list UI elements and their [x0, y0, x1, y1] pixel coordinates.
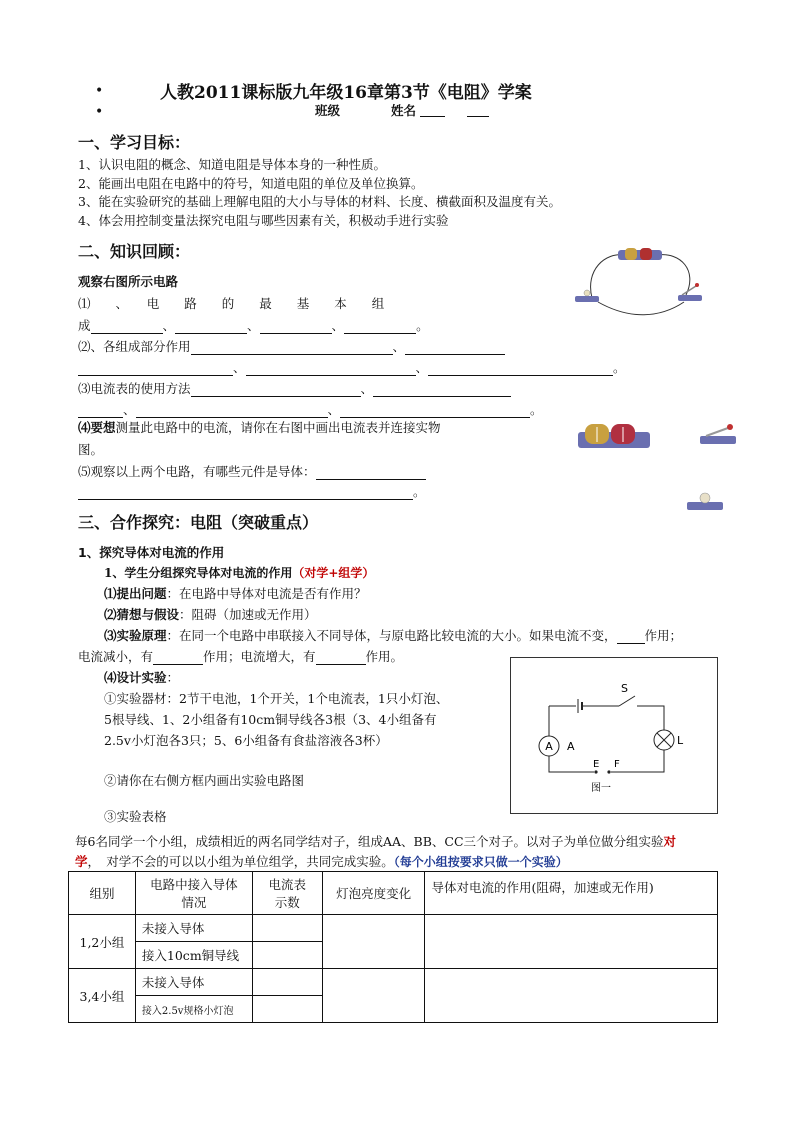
lamp-label: L [677, 734, 684, 747]
header-cell: 组别 [69, 872, 136, 915]
goal-item: 2、能画出电阻在电路中的符号，知道电阻的单位及单位换算。 [78, 176, 424, 191]
answer-blank[interactable] [373, 383, 511, 397]
equip-2: 5根导线、1、2小组备有10cm铜导线各3根（3、4小组备有 [104, 712, 437, 727]
circuit-diagram [511, 658, 717, 813]
observe-text: 观察右图所示电路 [78, 274, 179, 289]
experiment-table [68, 871, 718, 1023]
lamp-photo [685, 490, 727, 514]
answer-blank[interactable] [136, 404, 328, 418]
name-blank [420, 103, 445, 117]
group-paragraph: 每6名同学一个小组，成绩相近的两名同学结对子，组成AA、BB、CC三个对子。以对子为单位做分组实验对 [75, 834, 677, 849]
switch-symbol [619, 696, 635, 706]
group-cell: 1,2小组 [69, 915, 136, 969]
equip-1: ①实验器材：2节干电池，1个开关，1个电流表，1只小灯泡、 [104, 691, 449, 706]
q4-line: ⑷要想测量此电路中的电流，请你在右图中画出电流表并连接实物 [78, 420, 441, 435]
explore-heading: 三、合作探究：电阻（突破重点） [78, 513, 319, 532]
q5-label: ⑸观察以上两个电路，有哪些元件是导体： [78, 464, 316, 479]
step-3-line-2: 电流减小，有 作用；电流增大，有 作用。 [78, 649, 404, 664]
answer-blank[interactable] [428, 362, 613, 376]
circuit-photo [570, 240, 710, 320]
q4-label: ⑷要想 [78, 420, 116, 435]
header-cell: 电路中接入导体情况 [135, 872, 252, 915]
q1-label: 成 [78, 318, 91, 333]
brightness-cell[interactable] [322, 969, 425, 1023]
q3-line: ⑶电流表的使用方法 、 [78, 379, 511, 397]
header-cell: 导体对电流的作用(阻碍，加速或无作用) [425, 872, 718, 915]
sub1-heading: 1、探究导体对电流的作用 [78, 545, 225, 560]
bullet: • [95, 83, 104, 99]
name-blank-2 [467, 103, 489, 117]
goal-item: 3、能在实验研究的基础上理解电阻的大小与导体的材料、长度、横截面积及温度有关。 [78, 194, 561, 209]
reading-cell[interactable] [252, 915, 322, 942]
reading-cell[interactable] [252, 969, 322, 996]
condition-cell: 接入10cm铜导线 [135, 942, 252, 969]
answer-blank[interactable] [344, 320, 416, 334]
q2-line-2: 、 、 。 [78, 358, 626, 376]
answer-blank[interactable] [316, 651, 366, 665]
group-paragraph-2: 学， 对学不会的可以以小组为单位组学，共同完成实验。（每个小组按要求只做一个实验） [75, 854, 568, 869]
answer-blank[interactable] [260, 320, 332, 334]
group-cell: 3,4小组 [69, 969, 136, 1023]
answer-blank[interactable] [617, 630, 645, 644]
answer-blank[interactable] [316, 466, 426, 480]
draw-note: ②请你在右侧方框内画出实验电路图 [104, 773, 305, 788]
answer-blank[interactable] [78, 486, 413, 500]
lamp-icon [575, 296, 599, 302]
reading-cell[interactable] [252, 996, 322, 1023]
header-cell: 电流表示数 [252, 872, 322, 915]
figure-label: 图一 [591, 783, 611, 794]
q5-line [78, 462, 426, 480]
effect-cell[interactable] [425, 969, 718, 1023]
sub1-1: 1、学生分组探究导体对电流的作用（对学+组学） [104, 566, 375, 580]
answer-blank[interactable] [175, 320, 247, 334]
goals-heading: 一、学习目标： [78, 133, 191, 152]
q3-line-2: 、 、 。 [78, 400, 543, 418]
switch-icon [678, 295, 702, 301]
header-cell: 灯泡亮度变化 [322, 872, 425, 915]
goal-item: 1、认识电阻的概念、知道电阻是导体本身的一种性质。 [78, 157, 386, 172]
q2-label: ⑵、各组成部分作用 [78, 339, 191, 354]
q3-label: ⑶电流表的使用方法 [78, 381, 191, 396]
table-row [69, 969, 718, 996]
answer-blank[interactable] [340, 404, 530, 418]
step-2: ⑵猜想与假设：阻碍（加速或无作用） [104, 607, 317, 622]
table-note: ③实验表格 [104, 809, 167, 824]
answer-blank[interactable] [405, 341, 505, 355]
equip-3: 2.5v小灯泡各3只；5、6小组备有食盐溶液各3杯） [104, 733, 388, 748]
step-4: ⑷设计实验： [104, 670, 180, 685]
reading-cell[interactable] [252, 942, 322, 969]
goal-item: 4、体会用控制变量法探究电阻与哪些因素有关，积极动手进行实验 [78, 213, 449, 228]
switch-photo [698, 422, 740, 448]
brightness-cell[interactable] [322, 915, 425, 969]
e-label: E [593, 759, 600, 770]
answer-blank[interactable] [78, 404, 123, 418]
circuit-diagram-box [510, 657, 718, 814]
table-row [69, 915, 718, 942]
bullet: • [95, 104, 104, 120]
q1-line: ⑴ 、 电 路 的 最 基 本 组 [78, 296, 385, 311]
step-3: ⑶实验原理：在同一个电路中串联接入不同导体，与原电路比较电流的大小。如果电流不变， 作用； [104, 628, 683, 643]
condition-cell: 未接入导体 [135, 969, 252, 996]
class-label: 班级 [315, 103, 341, 118]
q2-line: ⑵、各组成部分作用 、 [78, 337, 505, 355]
answer-blank[interactable] [246, 362, 416, 376]
effect-cell[interactable] [425, 915, 718, 969]
answer-blank[interactable] [191, 341, 393, 355]
answer-blank[interactable] [153, 651, 203, 665]
answer-blank[interactable] [78, 362, 233, 376]
step-1: ⑴提出问题：在电路中导体对电流是否有作用？ [104, 586, 367, 601]
q5-line-2: 。 [78, 482, 426, 500]
page-title: 人教2011课标版九年级16章第3节《电阻》学案 [160, 83, 532, 103]
name-label: 姓名 [391, 103, 417, 118]
pair-tag: （对学+组学） [292, 566, 375, 580]
q1-answer-line: 成 、 、 、 。 [78, 318, 429, 333]
condition-cell: 未接入导体 [135, 915, 252, 942]
battery-photo [575, 418, 653, 452]
ammeter-glyph: A [545, 740, 553, 753]
answer-blank[interactable] [91, 320, 163, 334]
ammeter-label: A [567, 740, 575, 753]
review-heading: 二、知识回顾： [78, 242, 191, 261]
condition-cell: 接入2.5v规格小灯泡 [135, 996, 252, 1023]
answer-blank[interactable] [191, 383, 361, 397]
switch-label: S [621, 682, 628, 695]
f-label: F [614, 759, 620, 770]
q4-tail: 图。 [78, 442, 104, 457]
table-header-row [69, 872, 718, 915]
